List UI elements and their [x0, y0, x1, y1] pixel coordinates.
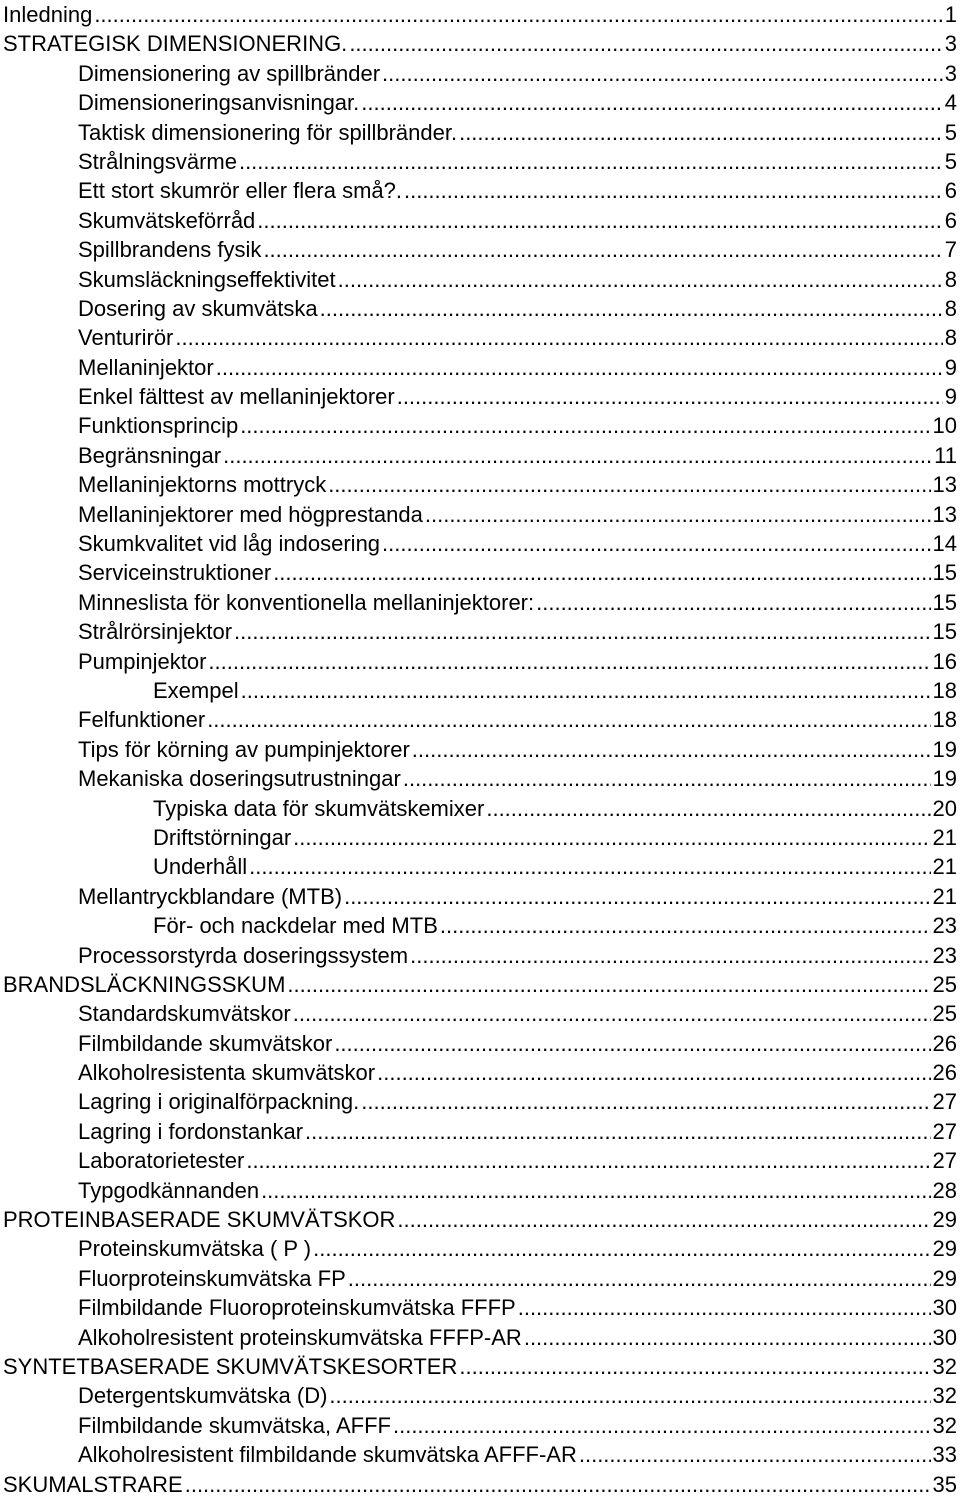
toc-entry-page-number: 10: [932, 413, 957, 439]
toc-entry[interactable]: [0, 1205, 960, 1234]
toc-entry-title: Standardskumvätskor: [78, 1001, 291, 1027]
toc-entry-page-number: 16: [932, 648, 957, 674]
toc-entry[interactable]: [0, 206, 960, 235]
toc-entry-title: Underhåll: [153, 854, 248, 880]
toc-entry-title: Mellantryckblandare (MTB): [78, 883, 343, 909]
toc-entry-title: Dimensioneringsanvisningar.: [78, 90, 360, 116]
toc-dot-leader: [382, 59, 943, 88]
toc-dot-leader: [246, 1146, 930, 1175]
toc-dot-leader: [216, 353, 943, 382]
toc-dot-leader: [305, 1117, 930, 1146]
toc-dot-leader: [175, 323, 942, 352]
toc-entry-page-number: 25: [932, 1001, 957, 1027]
toc-entry-page-number: 18: [932, 677, 957, 703]
toc-entry-page-number: 8: [944, 295, 957, 321]
toc-dot-leader: [263, 235, 942, 264]
toc-entry-page-number: 27: [932, 1148, 957, 1174]
toc-dot-leader: [536, 588, 930, 617]
toc-entry-page-number: 26: [932, 1030, 957, 1056]
toc-entry-title: Mellaninjektorns mottryck: [78, 472, 327, 498]
toc-entry[interactable]: [0, 647, 960, 676]
toc-entry[interactable]: [0, 852, 960, 881]
toc-dot-leader: [361, 1087, 930, 1116]
toc-entry[interactable]: [0, 735, 960, 764]
toc-entry[interactable]: [0, 294, 960, 323]
toc-entry-page-number: 7: [944, 237, 957, 263]
toc-entry-title: Alkoholresistent proteinskumvätska FFFP-AR: [78, 1324, 522, 1350]
toc-entry-title: Strålrörsinjektor: [78, 619, 233, 645]
toc-dot-leader: [524, 1323, 931, 1352]
toc-entry-title: Serviceinstruktioner: [78, 560, 272, 586]
toc-entry[interactable]: [0, 911, 960, 940]
toc-entry[interactable]: [0, 1176, 960, 1205]
toc-dot-leader: [287, 970, 930, 999]
toc-entry-page-number: 29: [932, 1236, 957, 1262]
toc-entry-title: SKUMALSTRARE: [3, 1471, 183, 1497]
toc-entry-title: Typgodkännanden: [78, 1177, 260, 1203]
toc-entry[interactable]: [0, 1411, 960, 1440]
toc-entry-page-number: 32: [932, 1383, 957, 1409]
toc-dot-leader: [393, 1411, 931, 1440]
toc-dot-leader: [348, 1264, 931, 1293]
toc-entry-page-number: 15: [932, 589, 957, 615]
toc-entry[interactable]: [0, 970, 960, 999]
toc-entry-page-number: 26: [932, 1060, 957, 1086]
toc-entry-page-number: 9: [944, 354, 957, 380]
toc-dot-leader: [459, 1352, 930, 1381]
toc-entry-page-number: 14: [932, 531, 957, 557]
toc-entry[interactable]: [0, 323, 960, 352]
toc-entry[interactable]: [0, 88, 960, 117]
toc-entry[interactable]: [0, 882, 960, 911]
toc-dot-leader: [273, 558, 930, 587]
toc-entry-page-number: 4: [944, 90, 957, 116]
toc-dot-leader: [329, 1381, 930, 1410]
toc-entry-title: Skumkvalitet vid låg indosering: [78, 531, 381, 557]
toc-entry-title: Venturirör: [78, 325, 174, 351]
toc-entry[interactable]: [0, 382, 960, 411]
toc-entry[interactable]: [0, 265, 960, 294]
toc-entry-title: Filmbildande Fluoroproteinskumvätska FFFP: [78, 1295, 516, 1321]
toc-entry-page-number: 30: [932, 1324, 957, 1350]
toc-entry-page-number: 6: [944, 207, 957, 233]
toc-entry-page-number: 29: [932, 1207, 957, 1233]
toc-entry-title: Laboratorietester: [78, 1148, 245, 1174]
toc-entry-title: Ett stort skumrör eller flera små?.: [78, 178, 402, 204]
toc-dot-leader: [94, 0, 942, 29]
toc-entry-page-number: 11: [934, 442, 957, 468]
toc-entry-page-number: 20: [932, 795, 957, 821]
toc-entry[interactable]: [0, 1381, 960, 1410]
toc-dot-leader: [239, 147, 943, 176]
toc-entry-title: Tips för körning av pumpinjektorer: [78, 736, 410, 762]
toc-entry-page-number: 23: [932, 913, 957, 939]
toc-entry[interactable]: [0, 1234, 960, 1263]
toc-entry-page-number: 23: [932, 942, 957, 968]
toc-entry[interactable]: [0, 353, 960, 382]
toc-entry-page-number: 30: [932, 1295, 957, 1321]
toc-entry[interactable]: [0, 59, 960, 88]
toc-entry-page-number: 13: [932, 472, 957, 498]
toc-entry[interactable]: [0, 1323, 960, 1352]
toc-entry[interactable]: [0, 500, 960, 529]
toc-entry-page-number: 1: [944, 2, 957, 27]
toc-entry-title: Fluorproteinskumvätska FP: [78, 1265, 346, 1291]
toc-entry[interactable]: [0, 999, 960, 1028]
toc-dot-leader: [241, 676, 931, 705]
toc-dot-leader: [397, 382, 943, 411]
toc-entry[interactable]: [0, 1058, 960, 1087]
toc-dot-leader: [440, 911, 931, 940]
toc-dot-leader: [377, 1058, 930, 1087]
toc-entry-title: Typiska data för skumvätskemixer: [153, 795, 485, 821]
toc-entry[interactable]: [0, 705, 960, 734]
toc-entry[interactable]: [0, 470, 960, 499]
toc-dot-leader: [518, 1293, 931, 1322]
toc-entry-page-number: 25: [932, 971, 957, 997]
toc-dot-leader: [382, 529, 930, 558]
toc-entry-page-number: 27: [932, 1118, 957, 1144]
toc-dot-leader: [249, 852, 930, 881]
toc-entry-title: Pumpinjektor: [78, 648, 207, 674]
toc-entry-page-number: 6: [944, 178, 957, 204]
toc-dot-leader: [261, 1176, 930, 1205]
toc-entry-page-number: 15: [932, 619, 957, 645]
toc-entry[interactable]: [0, 147, 960, 176]
toc-entry-page-number: 21: [932, 824, 957, 850]
toc-entry-title: För- och nackdelar med MTB: [153, 913, 438, 939]
toc-dot-leader: [320, 294, 943, 323]
toc-entry[interactable]: [0, 1087, 960, 1116]
toc-dot-leader: [579, 1440, 931, 1469]
toc-entry-title: Skumsläckningseffektivitet: [78, 266, 336, 292]
toc-entry-title: Driftstörningar: [153, 824, 292, 850]
toc-entry[interactable]: [0, 118, 960, 147]
toc-dot-leader: [459, 118, 943, 147]
toc-entry-title: Felfunktioner: [78, 707, 206, 733]
toc-dot-leader: [404, 176, 943, 205]
toc-entry[interactable]: [0, 617, 960, 646]
toc-entry[interactable]: [0, 794, 960, 823]
toc-dot-leader: [313, 1234, 930, 1263]
toc-entry-title: Alkoholresistent filmbildande skumvätska AFFF-AR: [78, 1442, 577, 1468]
toc-entry-title: Mekaniska doseringsutrustningar: [78, 766, 401, 792]
toc-dot-leader: [397, 1205, 930, 1234]
toc-entry-title: Detergentskumvätska (D): [78, 1383, 328, 1409]
toc-entry[interactable]: [0, 1440, 960, 1469]
toc-entry-page-number: 27: [932, 1089, 957, 1115]
toc-dot-leader: [328, 470, 930, 499]
toc-entry-page-number: 21: [932, 883, 957, 909]
toc-entry[interactable]: [0, 29, 960, 58]
toc-entry[interactable]: [0, 1470, 960, 1499]
toc-entry-page-number: 19: [932, 736, 957, 762]
toc-entry-title: Spillbrandens fysik: [78, 237, 262, 263]
toc-entry-title: Funktionsprincip: [78, 413, 239, 439]
toc-entry-title: Inledning: [3, 2, 93, 27]
toc-dot-leader: [425, 500, 931, 529]
toc-entry-page-number: 8: [944, 266, 957, 292]
toc-entry-title: Filmbildande skumvätskor: [78, 1030, 333, 1056]
toc-entry-title: Taktisk dimensionering för spillbränder.: [78, 119, 458, 145]
toc-dot-leader: [412, 735, 931, 764]
toc-entry[interactable]: [0, 441, 960, 470]
toc-entry[interactable]: [0, 676, 960, 705]
toc-entry[interactable]: [0, 588, 960, 617]
toc-entry[interactable]: [0, 529, 960, 558]
toc-dot-leader: [403, 764, 931, 793]
toc-dot-leader: [361, 88, 942, 117]
toc-entry-title: Strålningsvärme: [78, 148, 237, 174]
toc-entry-title: Mellaninjektor: [78, 354, 214, 380]
toc-entry-page-number: 32: [932, 1353, 957, 1379]
toc-entry-title: BRANDSLÄCKNINGSSKUM: [3, 971, 286, 997]
toc-dot-leader: [185, 1470, 931, 1499]
toc-entry[interactable]: [0, 1146, 960, 1175]
toc-entry-page-number: 32: [932, 1412, 957, 1438]
toc-entry-title: Proteinskumvätska ( P ): [78, 1236, 312, 1262]
toc-entry[interactable]: [0, 0, 960, 29]
toc-entry-page-number: 13: [932, 501, 957, 527]
toc-entry-page-number: 33: [932, 1442, 957, 1468]
toc-entry-page-number: 29: [932, 1265, 957, 1291]
toc-entry-page-number: 3: [944, 31, 957, 57]
toc-entry-title: STRATEGISK DIMENSIONERING.: [3, 31, 348, 57]
toc-dot-leader: [338, 265, 943, 294]
toc-entry[interactable]: [0, 764, 960, 793]
toc-entry-page-number: 5: [944, 148, 957, 174]
toc-dot-leader: [234, 617, 930, 646]
toc-entry-title: SYNTETBASERADE SKUMVÄTSKESORTER: [3, 1353, 458, 1379]
toc-dot-leader: [257, 206, 942, 235]
toc-entry-title: Lagring i originalförpackning.: [78, 1089, 360, 1115]
toc-entry[interactable]: [0, 411, 960, 440]
toc-entry-title: Skumvätskeförråd: [78, 207, 256, 233]
toc-entry-page-number: 28: [932, 1177, 957, 1203]
toc-entry-title: Dimensionering av spillbränder: [78, 60, 381, 86]
toc-entry[interactable]: [0, 176, 960, 205]
toc-entry-page-number: 21: [932, 854, 957, 880]
toc-dot-leader: [293, 823, 930, 852]
toc-entry-title: Alkoholresistenta skumvätskor: [78, 1060, 376, 1086]
toc-dot-leader: [334, 1029, 930, 1058]
toc-dot-leader: [240, 411, 930, 440]
toc-dot-leader: [207, 705, 930, 734]
toc-entry-title: Processorstyrda doseringssystem: [78, 942, 409, 968]
toc-entry-page-number: 35: [932, 1471, 957, 1497]
toc-dot-leader: [293, 999, 931, 1028]
toc-entry-title: Minneslista för konventionella mellaninjektorer:: [78, 589, 535, 615]
toc-entry[interactable]: [0, 1029, 960, 1058]
toc-dot-leader: [208, 647, 930, 676]
toc-entry-page-number: 15: [932, 560, 957, 586]
toc-entry[interactable]: [0, 1293, 960, 1322]
toc-entry-title: Mellaninjektorer med högprestanda: [78, 501, 423, 527]
toc-entry[interactable]: [0, 558, 960, 587]
toc-entry-title: Exempel: [153, 677, 239, 703]
toc-entry-title: Lagring i fordonstankar: [78, 1118, 304, 1144]
toc-entry[interactable]: [0, 1352, 960, 1381]
toc-dot-leader: [410, 941, 930, 970]
toc-entry-page-number: 5: [944, 119, 957, 145]
toc-entry-title: Dosering av skumvätska: [78, 295, 318, 321]
toc-entry-title: Enkel fälttest av mellaninjektorer: [78, 384, 395, 410]
toc-dot-leader: [349, 29, 942, 58]
toc-entry[interactable]: [0, 941, 960, 970]
toc-dot-leader: [223, 441, 932, 470]
toc-entry-page-number: 3: [944, 60, 957, 86]
toc-dot-leader: [344, 882, 930, 911]
toc-entry-title: PROTEINBASERADE SKUMVÄTSKOR: [3, 1207, 396, 1233]
toc-entry-title: Filmbildande skumvätska, AFFF: [78, 1412, 391, 1438]
toc-entry-title: Begränsningar: [78, 442, 222, 468]
toc-entry[interactable]: [0, 823, 960, 852]
toc-entry-page-number: 9: [944, 384, 957, 410]
toc-entry[interactable]: [0, 1117, 960, 1146]
toc-entry[interactable]: [0, 1264, 960, 1293]
toc-entry-page-number: 18: [932, 707, 957, 733]
toc-entry-page-number: 8: [944, 325, 957, 351]
toc-entry-page-number: 19: [932, 766, 957, 792]
toc-dot-leader: [486, 794, 930, 823]
toc-entry[interactable]: [0, 235, 960, 264]
